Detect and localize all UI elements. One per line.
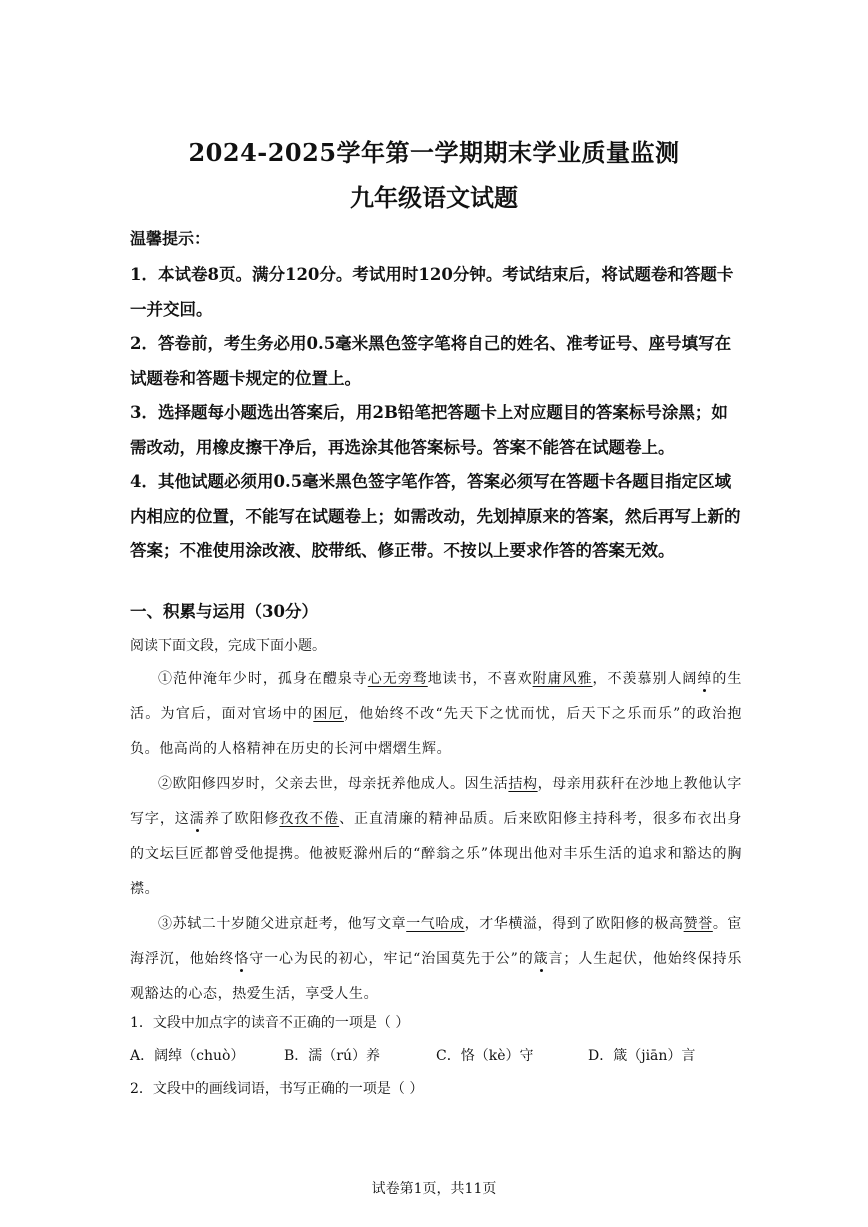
option-a[interactable]: A．阔绰（chuò） (130, 1048, 245, 1064)
dotted-character: 绰 (697, 671, 713, 687)
passage-paragraph-3 (130, 907, 742, 1012)
passage-paragraph-1 (130, 662, 742, 767)
underlined-term: 赞誉 (683, 916, 713, 932)
notice-item: 3．选择题每小题选出答案后，用2B铅笔把答题卡上对应题目的答案标号涂黑；如需改动，用橡皮擦干净后，再选涂其他答案标号。答案不能答在试题卷上。 (130, 403, 728, 457)
underlined-term: 附庸风雅 (532, 671, 593, 687)
reading-instruction: 阅读下面文段，完成下面小题。 (130, 638, 326, 654)
notice-heading: 温馨提示： (130, 229, 211, 248)
section-heading: 一、积累与运用（30分） (130, 602, 318, 621)
underlined-term: 困厄 (313, 706, 344, 722)
question-1-stem: 1．文段中加点字的读音不正确的一项是（ ） (130, 1015, 410, 1031)
passage-text: ②欧阳修四岁时，父亲去世，母亲抚养他成人。因生活 (158, 776, 509, 792)
passage-text: 言；人生起伏，他始终保持乐观豁达的心态，热爱生活，享受人生。 (130, 951, 742, 1002)
passage-text: ，他始终不改“先天下之忧而忧，后天下之乐而乐”的政治抱负。他高尚的人格精神在历史的长河中熠熠生辉。 (130, 706, 743, 757)
notice-item: 1．本试卷8页。满分120分。考试用时120分钟。考试结束后，将试题卷和答题卡一并交回。 (130, 265, 734, 319)
option-c[interactable]: C．恪（kè）守 (436, 1048, 534, 1064)
passage-text: ，母亲用荻秆在沙地上教他认字写字，这 (130, 776, 743, 827)
question-1-options (130, 1046, 742, 1066)
passage-text: 的生活。为官后，面对官场中的 (130, 671, 742, 722)
exam-title: 2024-2025学年第一学期期末学业质量监测 (188, 138, 680, 167)
underlined-term: 心无旁骛 (367, 671, 428, 687)
passage-text: 地读书，不喜欢 (427, 671, 533, 687)
passage-text: 守一心为民的初心，牢记“治国莫先于公”的 (249, 951, 534, 967)
underlined-term: 一气哈成 (406, 916, 465, 932)
passage-text: 养了欧阳修 (204, 811, 280, 827)
notice-list (130, 258, 742, 569)
dotted-character: 恪 (234, 951, 250, 967)
underlined-term: 孜孜不倦 (279, 811, 340, 827)
underlined-term: 拮构 (508, 776, 538, 792)
passage-text: 。宦海浮沉，他始终 (130, 916, 743, 967)
notice-item: 4．其他试题必须用0.5毫米黑色签字笔作答，答案必须写在答题卡各题目指定区域内相应的位置，不能写在试题卷上；如需改动，先划掉原来的答案，然后再写上新的答案；不准使用涂改液、胶带纸、修正带。不按以上要求作答的答案无效。 (130, 472, 741, 560)
dotted-character: 箴 (533, 951, 549, 967)
dotted-character: 濡 (189, 811, 205, 827)
passage-paragraph-2 (130, 767, 742, 907)
option-b[interactable]: B．濡（rú）养 (284, 1048, 380, 1064)
exam-subtitle: 九年级语文试题 (350, 183, 518, 212)
page-footer: 试卷第1页，共11页 (371, 1181, 497, 1197)
option-d[interactable]: D．箴（jiān）言 (588, 1048, 696, 1064)
reading-passage (130, 662, 742, 1012)
passage-text: ，不羡慕别人阔 (592, 671, 698, 687)
passage-text: ，才华横溢，得到了欧阳修的极高 (464, 916, 684, 932)
passage-text: 、正直清廉的精神品质。后来欧阳修主持科考，很多布衣出身的文坛巨匠都曾受他提携。他被贬滁州后的“醉翁之乐”体现出他对丰乐生活的追求和豁达的胸襟。 (130, 811, 743, 897)
passage-text: ①范仲淹年少时，孤身在醴泉寺 (158, 671, 368, 687)
notice-item: 2．答卷前，考生务必用0.5毫米黑色签字笔将自己的姓名、准考证号、座号填写在试题卷和答题卡规定的位置上。 (130, 334, 732, 388)
passage-text: ③苏轼二十岁随父进京赶考，他写文章 (158, 916, 407, 932)
question-2-stem: 2．文段中的画线词语，书写正确的一项是（ ） (130, 1081, 424, 1097)
